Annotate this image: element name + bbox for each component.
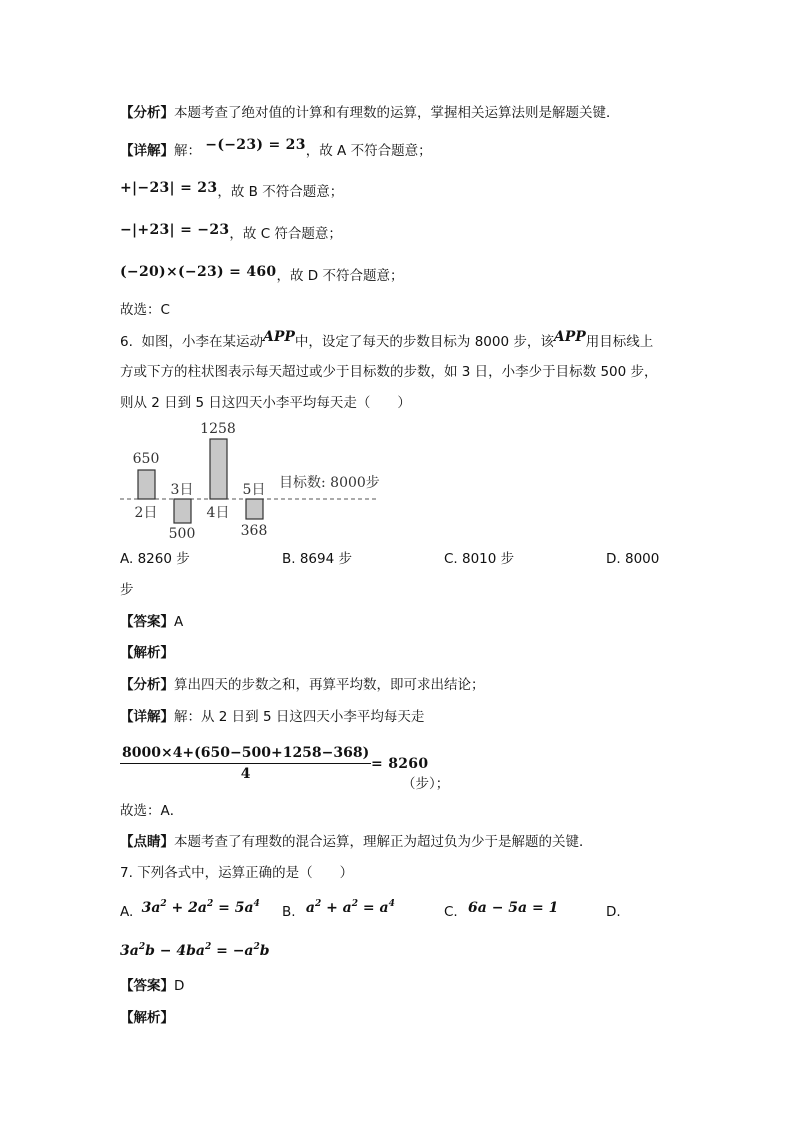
q7-option-a	[120, 899, 260, 922]
q6-line-1	[120, 329, 654, 352]
analysis-tag: 【分析】	[120, 105, 174, 121]
q6-line-3: 则从 2 日到 5 日这四天小李平均每天走（ ）	[120, 395, 411, 411]
q7-option-c-formula: 6a − 5a = 1	[468, 900, 559, 916]
answer-value: A	[174, 614, 184, 630]
q7-option-c	[444, 902, 558, 922]
q7-option-d-letter: D.	[606, 904, 621, 920]
app-word-2: APP	[553, 329, 586, 345]
value-label-day-2: 650	[132, 451, 160, 467]
formula-c: −|+23| = −23	[120, 222, 230, 238]
bar-day-5	[246, 499, 263, 519]
q6-detail	[120, 707, 424, 727]
comment-a: ，故 A 不符合题意；	[305, 143, 432, 159]
detail-tag: 【详解】	[120, 143, 174, 159]
fraction-denominator: 4	[240, 766, 251, 782]
q6-option-d-wrap: 步	[120, 582, 134, 598]
analysis-paragraph	[120, 103, 620, 123]
fraction-result: = 8260	[371, 756, 429, 772]
detail-prefix: 解：	[174, 143, 201, 159]
q6-detail-text: 解：从 2 日到 5 日这四天小李平均每天走	[174, 709, 425, 725]
q7-solution-tag: 【解析】	[120, 1010, 174, 1026]
comment-c: ，故 C 符合题意；	[229, 226, 342, 242]
q7-answer-value: D	[174, 978, 185, 994]
q6-line-2: 方或下方的柱状图表示每天超过或少于目标数的步数，如 3 日，小李少于目标数 500 步，	[120, 364, 658, 380]
q7-stem-text: 下列各式中，运算正确的是（ ）	[137, 865, 354, 881]
remark-text: 本题考查了有理数的混合运算，理解正为超过负为少于是解题的关键．	[174, 834, 593, 850]
remark-tag: 【点睛】	[120, 834, 174, 850]
q7-option-a-letter: A.	[120, 904, 134, 920]
conclusion-line: 故选：C	[120, 302, 170, 318]
formula-d: (−20)×(−23) = 460	[120, 264, 277, 280]
formula-a: −(−23) = 23	[205, 137, 306, 153]
q7-number: 7.	[120, 865, 133, 881]
q6-number: 6.	[120, 334, 133, 350]
day-label-4: 4日	[206, 505, 230, 521]
q6-conclusion: 故选：A．	[120, 803, 184, 819]
q6-text-1a: 如图，小李在某运动	[141, 334, 263, 350]
bar-day-2	[138, 470, 155, 499]
q7-option-d-formula-line	[120, 941, 270, 961]
value-label-day-5: 368	[240, 523, 268, 539]
comment-d: ，故 D 不符合题意；	[276, 268, 404, 284]
q6-text-1c: 用目标线上	[585, 334, 654, 350]
detail-line-b	[120, 182, 343, 202]
answer-tag: 【答案】	[120, 614, 174, 630]
q6-option-b: B. 8694 步	[282, 551, 352, 567]
q6-solution-tag: 【解析】	[120, 645, 174, 661]
q6-option-a: A. 8260 步	[120, 551, 190, 567]
q6-option-c: C. 8010 步	[444, 551, 515, 567]
detail-line-a	[120, 137, 432, 161]
q7-stem	[120, 863, 353, 883]
q6-analysis-tag: 【分析】	[120, 677, 174, 693]
bar-day-3	[174, 499, 191, 523]
q7-answer	[120, 976, 184, 996]
q7-option-b-letter: B.	[282, 904, 296, 920]
q7-option-b	[282, 899, 395, 922]
q6-remark	[120, 832, 593, 852]
q6-text-1b: 中，设定了每天的步数目标为 8000 步，该	[294, 334, 554, 350]
q6-detail-tag: 【详解】	[120, 709, 174, 725]
q6-option-d: D. 8000	[606, 551, 660, 567]
day-label-5: 5日	[242, 482, 266, 498]
analysis-text: 本题考查了绝对值的计算和有理数的运算，掌握相关运算法则是解题关键．	[174, 105, 620, 121]
q6-answer	[120, 612, 183, 632]
fraction-unit: （步）；	[402, 776, 450, 792]
q7-option-c-letter: C.	[444, 904, 458, 920]
q7-option-b-formula: $a^2 + a^2 = a^4$	[305, 899, 395, 916]
average-fraction	[120, 745, 371, 782]
step-bar-chart	[116, 417, 396, 542]
q7-option-d-formula: $3a^2b - 4ba^2 = -a^2b$	[120, 942, 270, 959]
comment-b: ，故 B 不符合题意；	[217, 184, 344, 200]
fraction-numerator: 8000×4+(650−500+1258−368)	[120, 745, 371, 764]
detail-line-d	[120, 266, 403, 286]
q7-option-d	[606, 902, 621, 922]
formula-b: +|−23| = 23	[120, 180, 218, 196]
q6-analysis-text: 算出四天的步数之和，再算平均数，即可求出结论；	[174, 677, 485, 693]
value-label-day-3: 500	[168, 526, 196, 542]
target-label: 目标数: 8000步	[279, 475, 380, 491]
day-label-2: 2日	[134, 505, 158, 521]
q7-option-a-formula: $3a^2 + 2a^2 = 5a^4$	[141, 899, 260, 916]
q6-analysis	[120, 675, 485, 695]
value-label-day-4: 1258	[200, 421, 236, 437]
app-word: APP	[262, 329, 295, 345]
day-label-3: 3日	[170, 482, 194, 498]
q7-answer-tag: 【答案】	[120, 978, 174, 994]
detail-line-c	[120, 224, 342, 244]
bar-day-4	[210, 439, 227, 499]
